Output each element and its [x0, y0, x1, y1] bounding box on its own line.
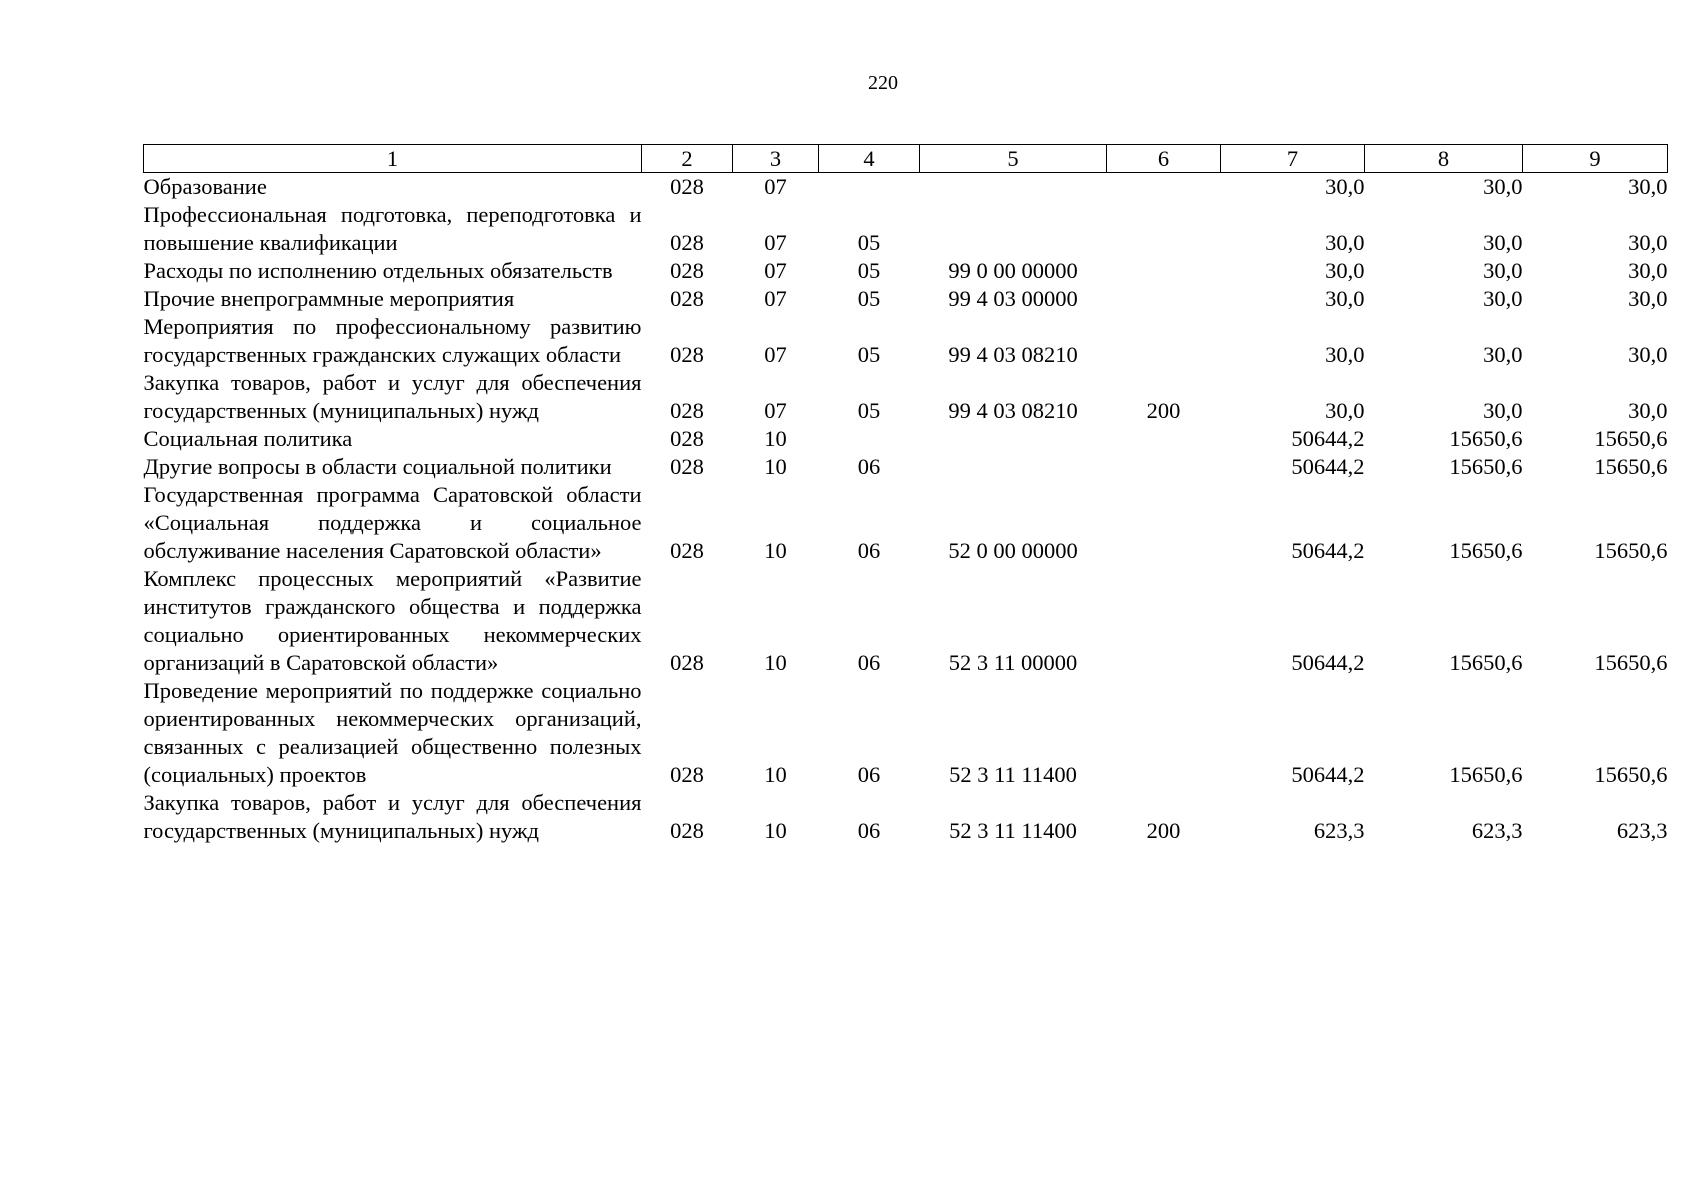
table-row: [144, 173, 1668, 202]
cell-target-article: 99 4 03 08210: [948, 342, 1078, 367]
cell-amount-year-3: 30,0: [1628, 398, 1668, 423]
cell-amount-year-2: 15650,6: [1449, 762, 1523, 787]
cell-amount-year-1: 30,0: [1325, 342, 1365, 367]
cell-expense-type: 200: [1146, 398, 1181, 423]
cell-subsection: 06: [857, 454, 881, 479]
cell-section: 07: [764, 342, 787, 367]
cell-amount-year-3: 30,0: [1628, 174, 1668, 199]
cell-section: 10: [764, 426, 787, 451]
column-header: 8: [1365, 145, 1523, 173]
table-row: [144, 369, 1668, 425]
cell-amount-year-2: 30,0: [1483, 258, 1523, 283]
budget-table: [143, 144, 1668, 845]
cell-section: 07: [764, 286, 787, 311]
cell-subsection: 05: [857, 398, 881, 423]
cell-target-article: [920, 173, 1107, 202]
cell-ministry-code: 028: [670, 342, 704, 367]
cell-ministry-code: 028: [670, 174, 704, 199]
cell-ministry-code: 028: [670, 818, 704, 843]
cell-section: 10: [764, 454, 787, 479]
cell-amount-year-3: 30,0: [1628, 258, 1668, 283]
table-row: [144, 453, 1668, 481]
row-name: Образование: [143, 174, 267, 199]
cell-ministry-code: 028: [670, 286, 704, 311]
cell-section: 07: [764, 258, 787, 283]
cell-subsection: [819, 173, 920, 202]
cell-amount-year-1: 30,0: [1325, 286, 1365, 311]
column-header: 4: [819, 145, 920, 173]
cell-expense-type: [1107, 201, 1221, 257]
cell-amount-year-2: 15650,6: [1449, 426, 1523, 451]
cell-section: 07: [764, 230, 787, 255]
column-header: 5: [920, 145, 1107, 173]
table-row: [144, 789, 1668, 845]
cell-subsection: 05: [857, 230, 881, 255]
cell-amount-year-1: 50644,2: [1291, 426, 1365, 451]
cell-amount-year-2: 30,0: [1483, 342, 1523, 367]
cell-amount-year-3: 15650,6: [1594, 762, 1668, 787]
column-header: 9: [1523, 145, 1668, 173]
cell-amount-year-2: 15650,6: [1449, 650, 1523, 675]
cell-section: 10: [764, 650, 787, 675]
row-name: Государственная программа Саратовской области «Социальная поддержка и социальное обслуживание населения Саратовской области»: [143, 482, 642, 563]
cell-expense-type: [1107, 677, 1221, 789]
cell-subsection: 05: [857, 258, 881, 283]
column-header: 6: [1107, 145, 1221, 173]
row-name: Профессиональная подготовка, переподготовка и повышение квалификации: [143, 202, 642, 255]
cell-subsection: 06: [857, 762, 881, 787]
cell-amount-year-1: 30,0: [1325, 398, 1365, 423]
table-row: [144, 257, 1668, 285]
row-name: Мероприятия по профессиональному развитию государственных гражданских служащих области: [143, 314, 642, 367]
cell-amount-year-2: 30,0: [1483, 398, 1523, 423]
cell-section: 07: [764, 174, 787, 199]
cell-ministry-code: 028: [670, 650, 704, 675]
cell-amount-year-1: 30,0: [1325, 258, 1365, 283]
row-name: Комплекс процессных мероприятий «Развитие институтов гражданского общества и поддержка социально ориентированных некоммерческих организаций в Саратовской области»: [143, 566, 642, 675]
cell-expense-type: [1107, 285, 1221, 313]
cell-expense-type: [1107, 425, 1221, 453]
cell-ministry-code: 028: [670, 398, 704, 423]
cell-target-article: 99 0 00 00000: [948, 258, 1078, 283]
table-row: [144, 313, 1668, 369]
cell-target-article: 99 4 03 00000: [948, 286, 1078, 311]
table-row: [144, 425, 1668, 453]
cell-expense-type: [1107, 313, 1221, 369]
table-row: [144, 285, 1668, 313]
cell-ministry-code: 028: [670, 454, 704, 479]
cell-section: 10: [764, 538, 787, 563]
cell-ministry-code: 028: [670, 258, 704, 283]
cell-section: 07: [764, 398, 787, 423]
cell-expense-type: [1107, 173, 1221, 202]
page-number: 220: [868, 72, 898, 94]
cell-subsection: 06: [857, 650, 881, 675]
cell-target-article: [920, 453, 1107, 481]
cell-target-article: 52 3 11 11400: [949, 762, 1077, 787]
cell-amount-year-2: 623,3: [1471, 818, 1523, 843]
cell-amount-year-2: 30,0: [1483, 174, 1523, 199]
cell-amount-year-3: 15650,6: [1594, 650, 1668, 675]
cell-ministry-code: 028: [670, 538, 704, 563]
cell-amount-year-2: 30,0: [1483, 286, 1523, 311]
cell-section: 10: [764, 762, 787, 787]
cell-target-article: [920, 425, 1107, 453]
cell-target-article: 52 3 11 00000: [948, 650, 1078, 675]
cell-target-article: 52 3 11 11400: [949, 818, 1077, 843]
cell-ministry-code: 028: [670, 762, 704, 787]
row-name: Закупка товаров, работ и услуг для обеспечения государственных (муниципальных) нужд: [143, 790, 642, 843]
cell-ministry-code: 028: [670, 230, 704, 255]
table-row: [144, 677, 1668, 789]
cell-expense-type: [1107, 565, 1221, 677]
cell-amount-year-3: 15650,6: [1594, 538, 1668, 563]
cell-amount-year-1: 50644,2: [1291, 538, 1365, 563]
column-header: 1: [144, 145, 642, 173]
cell-section: 10: [764, 818, 787, 843]
cell-subsection: 05: [857, 342, 881, 367]
cell-target-article: [920, 201, 1107, 257]
cell-amount-year-1: 30,0: [1325, 174, 1365, 199]
column-header: 2: [642, 145, 733, 173]
cell-amount-year-3: 15650,6: [1594, 454, 1668, 479]
table-row: [144, 565, 1668, 677]
cell-target-article: 99 4 03 08210: [948, 398, 1078, 423]
row-name: Социальная политика: [143, 426, 353, 451]
cell-amount-year-1: 50644,2: [1291, 762, 1365, 787]
column-header: 3: [733, 145, 819, 173]
cell-amount-year-1: 623,3: [1313, 818, 1365, 843]
row-name: Прочие внепрограммные мероприятия: [143, 286, 515, 311]
row-name: Проведение мероприятий по поддержке социально ориентированных некоммерческих организаций, связанных с реализацией общественно полезных (социальных) проектов: [143, 678, 642, 787]
cell-subsection: 06: [857, 538, 881, 563]
cell-target-article: 52 0 00 00000: [948, 538, 1078, 563]
cell-subsection: [819, 425, 920, 453]
cell-expense-type: [1107, 257, 1221, 285]
cell-ministry-code: 028: [670, 426, 704, 451]
row-name: Расходы по исполнению отдельных обязательств: [143, 258, 613, 283]
cell-amount-year-3: 623,3: [1616, 818, 1668, 843]
cell-expense-type: [1107, 481, 1221, 565]
table-row: [144, 481, 1668, 565]
cell-amount-year-1: 50644,2: [1291, 454, 1365, 479]
cell-expense-type: 200: [1146, 818, 1181, 843]
row-name: Закупка товаров, работ и услуг для обеспечения государственных (муниципальных) нужд: [143, 370, 642, 423]
column-header: 7: [1221, 145, 1365, 173]
table-body: [144, 173, 1668, 846]
cell-amount-year-3: 15650,6: [1594, 426, 1668, 451]
row-name: Другие вопросы в области социальной политики: [143, 454, 612, 479]
cell-expense-type: [1107, 453, 1221, 481]
table-header: [144, 145, 1668, 173]
cell-amount-year-3: 30,0: [1628, 342, 1668, 367]
cell-subsection: 05: [857, 286, 881, 311]
cell-amount-year-3: 30,0: [1628, 230, 1668, 255]
cell-amount-year-1: 50644,2: [1291, 650, 1365, 675]
cell-amount-year-2: 30,0: [1483, 230, 1523, 255]
cell-amount-year-2: 15650,6: [1449, 538, 1523, 563]
cell-subsection: 06: [857, 818, 881, 843]
cell-amount-year-1: 30,0: [1325, 230, 1365, 255]
cell-amount-year-2: 15650,6: [1449, 454, 1523, 479]
table-row: [144, 201, 1668, 257]
cell-amount-year-3: 30,0: [1628, 286, 1668, 311]
